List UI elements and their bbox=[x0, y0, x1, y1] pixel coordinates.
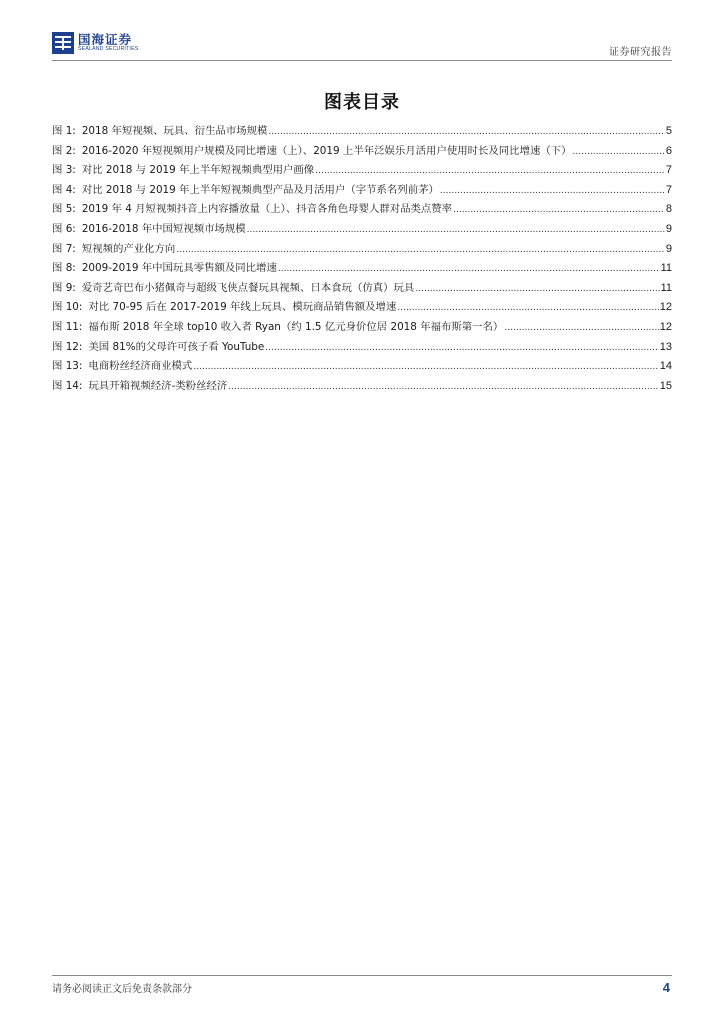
toc-entry[interactable] bbox=[52, 220, 672, 240]
toc-entry[interactable] bbox=[52, 142, 672, 162]
toc-entry-number: 图 3: bbox=[52, 164, 76, 177]
toc-leader-dots bbox=[440, 181, 665, 201]
toc-entry-text: 爱奇艺奇巴布小猪佩奇与超级飞侠点餐玩具视频、日本食玩（仿真）玩具 bbox=[81, 281, 415, 294]
toc-entry-text: 短视频的产业化方向 bbox=[81, 242, 176, 255]
toc-leader-dots bbox=[278, 259, 660, 279]
toc-entry-number: 图 6: bbox=[52, 222, 76, 235]
toc-entry-page: 9 bbox=[665, 242, 672, 255]
toc-entry-page: 11 bbox=[660, 281, 672, 294]
toc-entry-page: 11 bbox=[660, 262, 672, 275]
sealand-logo-icon bbox=[52, 32, 74, 54]
toc-entry-text: 玩具开箱视频经济-类粉丝经济 bbox=[88, 379, 228, 392]
toc-entry-number: 图 2: bbox=[52, 144, 76, 157]
page-number: 4 bbox=[662, 980, 670, 995]
toc-leader-dots bbox=[573, 142, 665, 162]
toc-entry-label bbox=[52, 259, 277, 279]
toc-entry[interactable] bbox=[52, 240, 672, 260]
toc-entry-page: 13 bbox=[659, 340, 672, 353]
toc-entry-label bbox=[52, 318, 503, 338]
toc-entry[interactable] bbox=[52, 377, 672, 397]
toc-entry[interactable] bbox=[52, 357, 672, 377]
company-logo bbox=[52, 32, 138, 54]
toc-entry-page: 8 bbox=[665, 203, 672, 216]
toc-title: 图表目录 bbox=[324, 92, 400, 113]
toc-entry-label bbox=[52, 142, 572, 162]
toc-entry[interactable] bbox=[52, 200, 672, 220]
toc-entry-number: 图 4: bbox=[52, 183, 76, 196]
toc-entry-number: 图 11: bbox=[52, 320, 83, 333]
toc-entry-text: 2016-2018 年中国短视频市场规模 bbox=[81, 222, 246, 235]
toc-leader-dots bbox=[228, 377, 659, 397]
toc-entry-label bbox=[52, 279, 414, 299]
toc-entry[interactable] bbox=[52, 181, 672, 201]
toc-entry-text: 2016-2020 年短视频用户规模及同比增速（上）、2019 上半年泛娱乐月活用户使用时长及同比增速（下） bbox=[81, 144, 572, 157]
toc-entry-label bbox=[52, 338, 264, 358]
toc-entry[interactable] bbox=[52, 122, 672, 142]
toc-entry-label bbox=[52, 161, 314, 181]
toc-entry[interactable] bbox=[52, 161, 672, 181]
toc-entry-text: 2019 年 4 月短视频抖音上内容播放量（上）、抖音各角色母婴人群对品类点赞率 bbox=[81, 203, 453, 216]
toc-leader-dots bbox=[504, 318, 658, 338]
toc-entry-text: 福布斯 2018 年全球 top10 收入者 Ryan（约 1.5 亿元身价位居 2018 年福布斯第一名） bbox=[88, 320, 504, 333]
toc-entry-page: 12 bbox=[659, 320, 672, 333]
toc-entry-label bbox=[52, 220, 246, 240]
logo-chinese-name: 国海证券 bbox=[78, 31, 133, 47]
logo-english-name: SEALAND SECURITIES bbox=[78, 46, 139, 53]
toc-entry-page: 5 bbox=[665, 125, 672, 137]
toc-entry-number: 图 12: bbox=[52, 340, 83, 353]
toc-entry-text: 对比 70-95 后在 2017-2019 年线上玩具、模玩商品销售额及增速 bbox=[88, 301, 397, 314]
footer-disclaimer: 请务必阅读正文后免责条款部分 bbox=[52, 984, 192, 995]
toc-list bbox=[52, 122, 672, 396]
toc-entry-number: 图 14: bbox=[52, 379, 83, 392]
toc-leader-dots bbox=[247, 220, 665, 240]
toc-entry-page: 6 bbox=[665, 144, 672, 157]
toc-entry-number: 图 8: bbox=[52, 262, 76, 275]
toc-entry-number: 图 13: bbox=[52, 360, 83, 373]
toc-leader-dots bbox=[415, 279, 659, 299]
toc-entry[interactable] bbox=[52, 298, 672, 318]
toc-entry-page: 7 bbox=[665, 164, 672, 177]
toc-entry[interactable] bbox=[52, 318, 672, 338]
toc-leader-dots bbox=[265, 338, 658, 358]
toc-entry-page: 7 bbox=[665, 183, 672, 196]
toc-entry-text: 2018 年短视频、玩具、衍生品市场规模 bbox=[81, 125, 268, 137]
toc-entry-number: 图 1: bbox=[52, 125, 76, 137]
toc-entry-page: 15 bbox=[659, 379, 672, 392]
toc-entry-label bbox=[52, 200, 452, 220]
page-header bbox=[52, 30, 672, 61]
toc-leader-dots bbox=[315, 161, 665, 181]
toc-entry-text: 电商粉丝经济商业模式 bbox=[88, 360, 193, 373]
toc-entry-label bbox=[52, 377, 227, 397]
toc-entry-label bbox=[52, 298, 396, 318]
toc-entry-number: 图 7: bbox=[52, 242, 76, 255]
footer-rule bbox=[52, 975, 672, 976]
toc-entry-text: 对比 2018 与 2019 年上半年短视频典型产品及月活用户（字节系名列前茅） bbox=[81, 183, 439, 196]
toc-entry-text: 对比 2018 与 2019 年上半年短视频典型用户画像 bbox=[81, 164, 315, 177]
toc-entry-text: 2009-2019 年中国玩具零售额及同比增速 bbox=[81, 262, 277, 275]
toc-entry-text: 美国 81%的父母许可孩子看 YouTube bbox=[88, 340, 265, 353]
toc-entry-page: 9 bbox=[665, 222, 672, 235]
toc-leader-dots bbox=[193, 357, 658, 377]
toc-entry-page: 14 bbox=[659, 360, 672, 373]
toc-entry-label bbox=[52, 122, 267, 142]
toc-entry-number: 图 5: bbox=[52, 203, 76, 216]
toc-leader-dots bbox=[453, 200, 665, 220]
toc-entry-number: 图 9: bbox=[52, 281, 76, 294]
toc-entry-number: 图 10: bbox=[52, 301, 83, 314]
toc-entry[interactable] bbox=[52, 338, 672, 358]
report-type-label: 证券研究报告 bbox=[609, 47, 672, 58]
toc-leader-dots bbox=[397, 298, 658, 318]
toc-leader-dots bbox=[268, 122, 664, 142]
toc-entry-label bbox=[52, 240, 175, 260]
toc-entry-label bbox=[52, 181, 439, 201]
toc-entry-label bbox=[52, 357, 192, 377]
toc-entry[interactable] bbox=[52, 259, 672, 279]
toc-leader-dots bbox=[176, 240, 665, 260]
toc-entry[interactable] bbox=[52, 279, 672, 299]
toc-entry-page: 12 bbox=[659, 301, 672, 314]
